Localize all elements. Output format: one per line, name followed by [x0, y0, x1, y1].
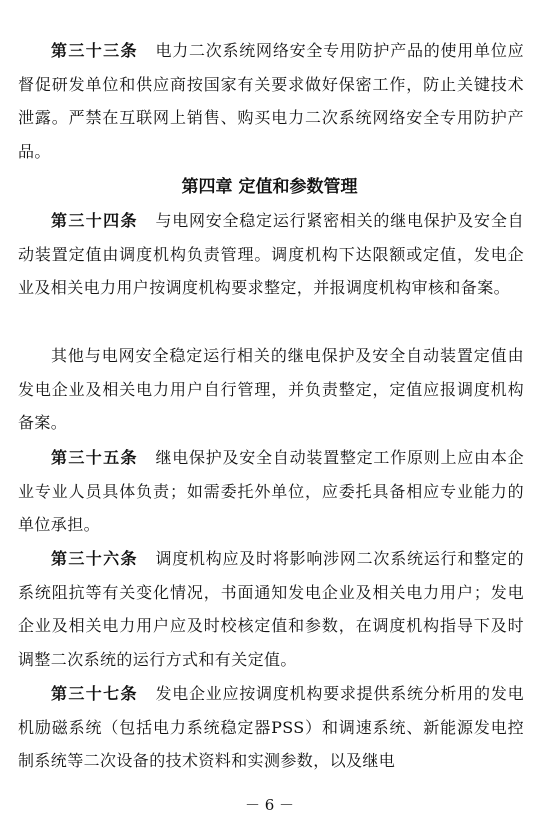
- article-36-paragraph: [18, 542, 524, 676]
- article-37-paragraph: [18, 677, 524, 778]
- article-text: 电力二次系统网络安全专用防护产品的使用单位应督促研发单位和供应商按国家有关要求做好保密工作，防止关键技术泄露。严禁在互联网上销售、购买电力二次系统网络安全专用防护产品。: [18, 41, 524, 161]
- article-number: 第三十五条: [51, 448, 138, 467]
- chapter-heading: 第四章 定值和参数管理: [181, 177, 358, 197]
- article-number: 第三十六条: [51, 549, 138, 568]
- article-34-continuation-paragraph: [18, 339, 524, 440]
- page-number: － 6 －: [244, 796, 295, 814]
- article-number: 第三十三条: [51, 41, 138, 60]
- article-text: 继电保护及安全自动装置整定工作原则上应由本企业专业人员具体负责；如需委托外单位，应委托具备相应专业能力的单位承担。: [18, 448, 524, 534]
- article-text: 调度机构应及时将影响涉网二次系统运行和整定的系统阻抗等有关变化情况，书面通知发电企业及相关电力用户；发电企业及相关电力用户应及时校核定值和参数，在调度机构指导下及时调整二次系统的运行方式和有关定值。: [18, 549, 524, 669]
- article-text: 发电企业应按调度机构要求提供系统分析用的发电机励磁系统（包括电力系统稳定器PSS）和调速系统、新能源发电控制系统等二次设备的技术资料和实测参数，以及继电: [18, 684, 524, 770]
- article-35-paragraph: [18, 441, 524, 542]
- article-number: 第三十四条: [51, 211, 138, 230]
- article-33-paragraph: [18, 34, 524, 168]
- paragraph-text: 其他与电网安全稳定运行相关的继电保护及安全自动装置定值由发电企业及相关电力用户自行管理，并负责整定，定值应报调度机构备案。: [18, 346, 524, 432]
- article-text: 与电网安全稳定运行紧密相关的继电保护及安全自动装置定值由调度机构负责管理。调度机构下达限额或定值，发电企业及相关电力用户按调度机构要求整定，并报调度机构审核和备案。: [18, 211, 524, 297]
- article-34-paragraph: [18, 204, 524, 305]
- article-number: 第三十七条: [51, 684, 138, 703]
